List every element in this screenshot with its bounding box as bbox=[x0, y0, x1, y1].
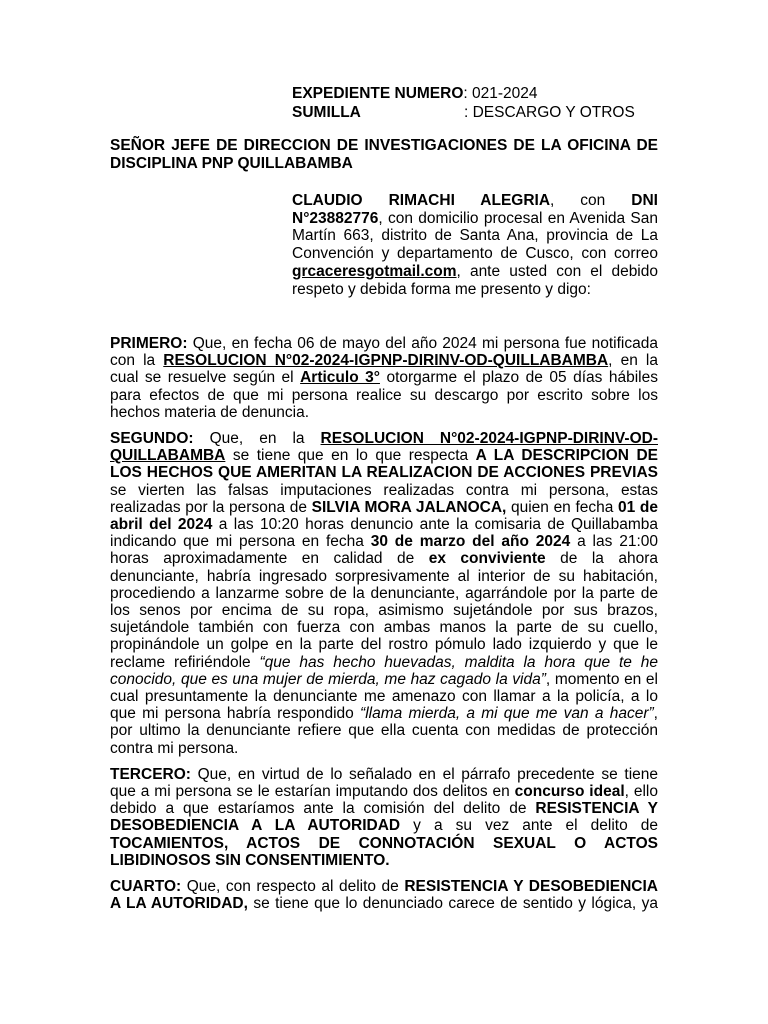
document-body bbox=[110, 335, 658, 922]
addressee: SEÑOR JEFE DE DIRECCION DE INVESTIGACIONES DE LA OFICINA DE DISCIPLINA PNP QUILLABAMBA bbox=[110, 137, 658, 172]
summary-value: : DESCARGO Y OTROS bbox=[464, 104, 635, 121]
intro-paragraph bbox=[292, 192, 658, 298]
text-run: a las 21:00 horas aproximadamente en calidad de bbox=[110, 533, 658, 568]
text-run: a las 10:20 horas denuncio ante la comisaria de Quillabamba indicando que mi persona en fecha bbox=[110, 516, 658, 551]
paragraph-tercero bbox=[110, 766, 658, 869]
text-run: y a su vez ante el delito de bbox=[400, 817, 658, 835]
text-run: , ante usted con el debido respeto y debida forma me presento y digo: bbox=[292, 262, 658, 298]
summary-label: SUMILLA bbox=[292, 104, 361, 121]
text-run: TOCAMIENTOS, ACTOS DE CONNOTACIÓN SEXUAL O ACTOS LIBIDINOSOS SIN CONSENTIMIENTO. bbox=[110, 834, 658, 869]
text-run: “llama mierda, a mi que me van a hacer” bbox=[360, 705, 654, 723]
text-run: Que, en la bbox=[193, 430, 321, 448]
text-run: grcaceresgotmail.com bbox=[292, 262, 457, 280]
text-run: se tiene que en lo que respecta bbox=[225, 447, 476, 465]
text-run: de la ahora denunciante, habría ingresado sorpresivamente al interior de su habitación, procediendo a lanzarme sobre de la denunciante, agarrándole por la parte de los senos por encima de su ropa, asimismo sujetándole por sus brazos, sujetándole también con fuerza con ambas manos la parte de su cuello, propinándole un golpe en la parte del rostro pómulo lado izquierdo y que le reclame refiriéndole bbox=[110, 550, 658, 671]
text-run: , por ultimo la denunciante refiere que ella cuenta con medidas de protección contra mi persona. bbox=[110, 705, 658, 757]
text-run: , en la cual se resuelve según el bbox=[110, 352, 658, 387]
text-run: , con domicilio procesal en Avenida San Martín 663, distrito de Santa Ana, provincia de La Convención y departamento de Cusco, con correo bbox=[292, 209, 658, 263]
summary-row bbox=[292, 103, 635, 122]
text-run: , ello debido a que estaríamos ante la comisión del delito de bbox=[110, 783, 658, 818]
case-header bbox=[292, 84, 635, 122]
text-run: DNI N°23882776 bbox=[292, 192, 658, 227]
text-run: Que, en fecha 06 de mayo del año 2024 mi persona fue notificada con la bbox=[110, 335, 658, 370]
text-run: Que, con respecto al delito de bbox=[181, 878, 405, 896]
text-run: otorgarme el plazo de 05 días hábiles para efectos de que mi persona realice su descargo por escrito sobre los hechos materia de denuncia. bbox=[110, 369, 659, 421]
text-run: quien en fecha bbox=[506, 498, 619, 516]
text-run: TERCERO: bbox=[110, 765, 191, 783]
case-number-row bbox=[292, 84, 635, 103]
text-run: RESOLUCION N°02-2024-IGPNP-DIRINV-OD-QUILLABAMBA bbox=[163, 352, 609, 370]
text-run: SILVIA MORA JALANOCA, bbox=[311, 498, 507, 516]
paragraph-primero bbox=[110, 335, 658, 421]
text-run: CUARTO: bbox=[110, 878, 182, 896]
text-run: se tiene que lo denunciado carece de sentido y lógica, ya bbox=[247, 895, 658, 913]
paragraph-segundo bbox=[110, 430, 658, 757]
text-run: ex conviviente bbox=[428, 550, 546, 568]
text-run: RESOLUCION N°02-2024-IGPNP-DIRINV-OD-QUILLABAMBA bbox=[110, 430, 658, 465]
text-run: CLAUDIO RIMACHI ALEGRIA bbox=[292, 192, 551, 209]
text-run: , momento en el cual presuntamente la denunciante me amenazo con llamar a la policía, a lo que mi persona habría respondido bbox=[110, 670, 658, 723]
text-run: A LA DESCRIPCION DE LOS HECHOS QUE AMERITAN LA REALIZACION DE ACCIONES PREVIAS bbox=[110, 447, 658, 482]
case-number-label: EXPEDIENTE NUMERO bbox=[292, 85, 464, 102]
paragraph-cuarto bbox=[110, 878, 658, 912]
text-run: PRIMERO: bbox=[110, 335, 188, 352]
text-run: SEGUNDO: bbox=[110, 430, 194, 448]
text-run: “que has hecho huevadas, maldita la hora que te he conocido, que es una mujer de mierda, me haz cagado la vida” bbox=[110, 653, 658, 688]
case-number-value: : 021-2024 bbox=[463, 85, 538, 102]
text-run: Articulo 3° bbox=[300, 369, 380, 387]
text-run: Que, en virtud de lo señalado en el párrafo precedente se tiene que a mi persona se le estarían imputando dos delitos en bbox=[110, 765, 658, 801]
text-run: 30 de marzo del año 2024 bbox=[370, 533, 571, 551]
text-run: 01 de abril del 2024 bbox=[110, 498, 659, 534]
text-run: RESISTENCIA Y DESOBEDIENCIA A LA AUTORIDAD, bbox=[110, 878, 658, 913]
text-run: concurso ideal bbox=[514, 783, 625, 801]
text-run: se vierten las falsas imputaciones realizadas contra mi persona, estas realizadas por la persona de bbox=[110, 481, 658, 516]
text-run: RESISTENCIA Y DESOBEDIENCIA A LA AUTORIDAD bbox=[110, 800, 658, 835]
text-run: , con bbox=[550, 192, 632, 209]
